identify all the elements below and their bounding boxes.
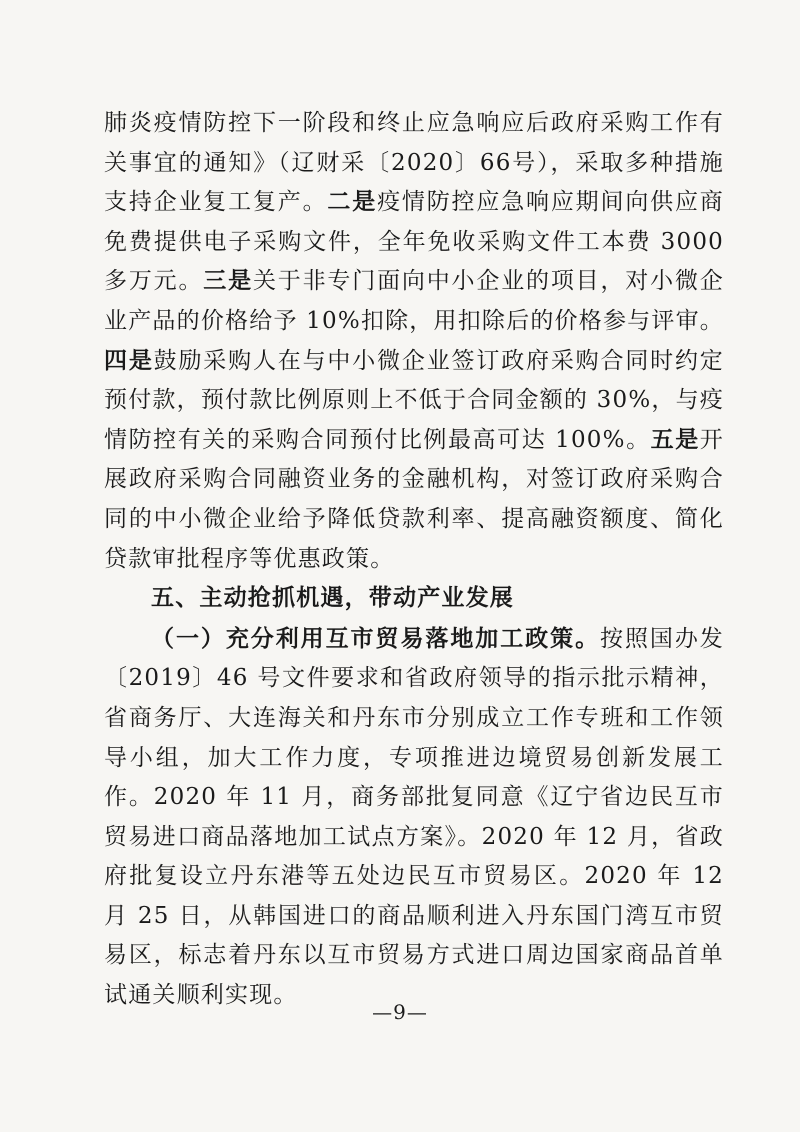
point-five-text: 开展政府采购合同融资业务的金融机构，对签订政府采购合同的中小微企业给予降低贷款利率、提高融资额度、简化贷款审批程序等优惠政策。 <box>104 426 724 572</box>
section-heading: 五、主动抢抓机遇，带动产业发展 <box>151 585 514 612</box>
point-three-label: 三是 <box>203 268 253 295</box>
text-block <box>104 104 724 1016</box>
point-five-label: 五是 <box>650 426 700 453</box>
point-four-label: 四是 <box>104 347 154 374</box>
point-two-label: 二是 <box>327 189 378 216</box>
page-number: —9— <box>372 1000 428 1024</box>
point-two-text: 疫情防控应急响应期间向供应商免费提供电子采购文件，全年免收采购文件工本费 3000 多万元。 <box>104 189 724 295</box>
paragraph-2-text: 按照国办发〔2019〕46 号文件要求和省政府领导的指示批示精神，省商务厅、大连海关和丹东市分别成立工作专班和工作领导小组，加大工作力度，专项推进边境贸易创新发展工作。2020 年 11 月，商务部批复同意《辽宁省边民互市贸易进口商品落地加工试点方案》。2020 年 12 月，省政府批复设立丹东港等五处边民互市贸易区。2020 年 12 月 25 日，从韩国进口的商品顺利进入丹东国门湾互市贸易区，标志着丹东以互市贸易方式进口周边国家商品首单试通关顺利实现。 <box>104 625 724 1009</box>
point-three-text: 关于非专门面向中小企业的项目，对小微企业产品的价格给予 10%扣除，用扣除后的价格参与评审。 <box>104 268 724 334</box>
subsection-heading: （一）充分利用互市贸易落地加工政策。 <box>151 624 601 652</box>
paragraph-1 <box>104 104 724 579</box>
paragraph-1-text: 肺炎疫情防控下一阶段和终止应急响应后政府采购工作有关事宜的通知》（辽财采〔2020〕66号），采取多种措施支持企业复工复产。 <box>104 110 724 216</box>
paragraph-2 <box>104 619 724 1016</box>
point-four-text: 鼓励采购人在与中小微企业签订政府采购合同时约定预付款，预付款比例原则上不低于合同金额的 30%，与疫情防控有关的采购合同预付比例最高可达 100%。 <box>104 347 724 453</box>
